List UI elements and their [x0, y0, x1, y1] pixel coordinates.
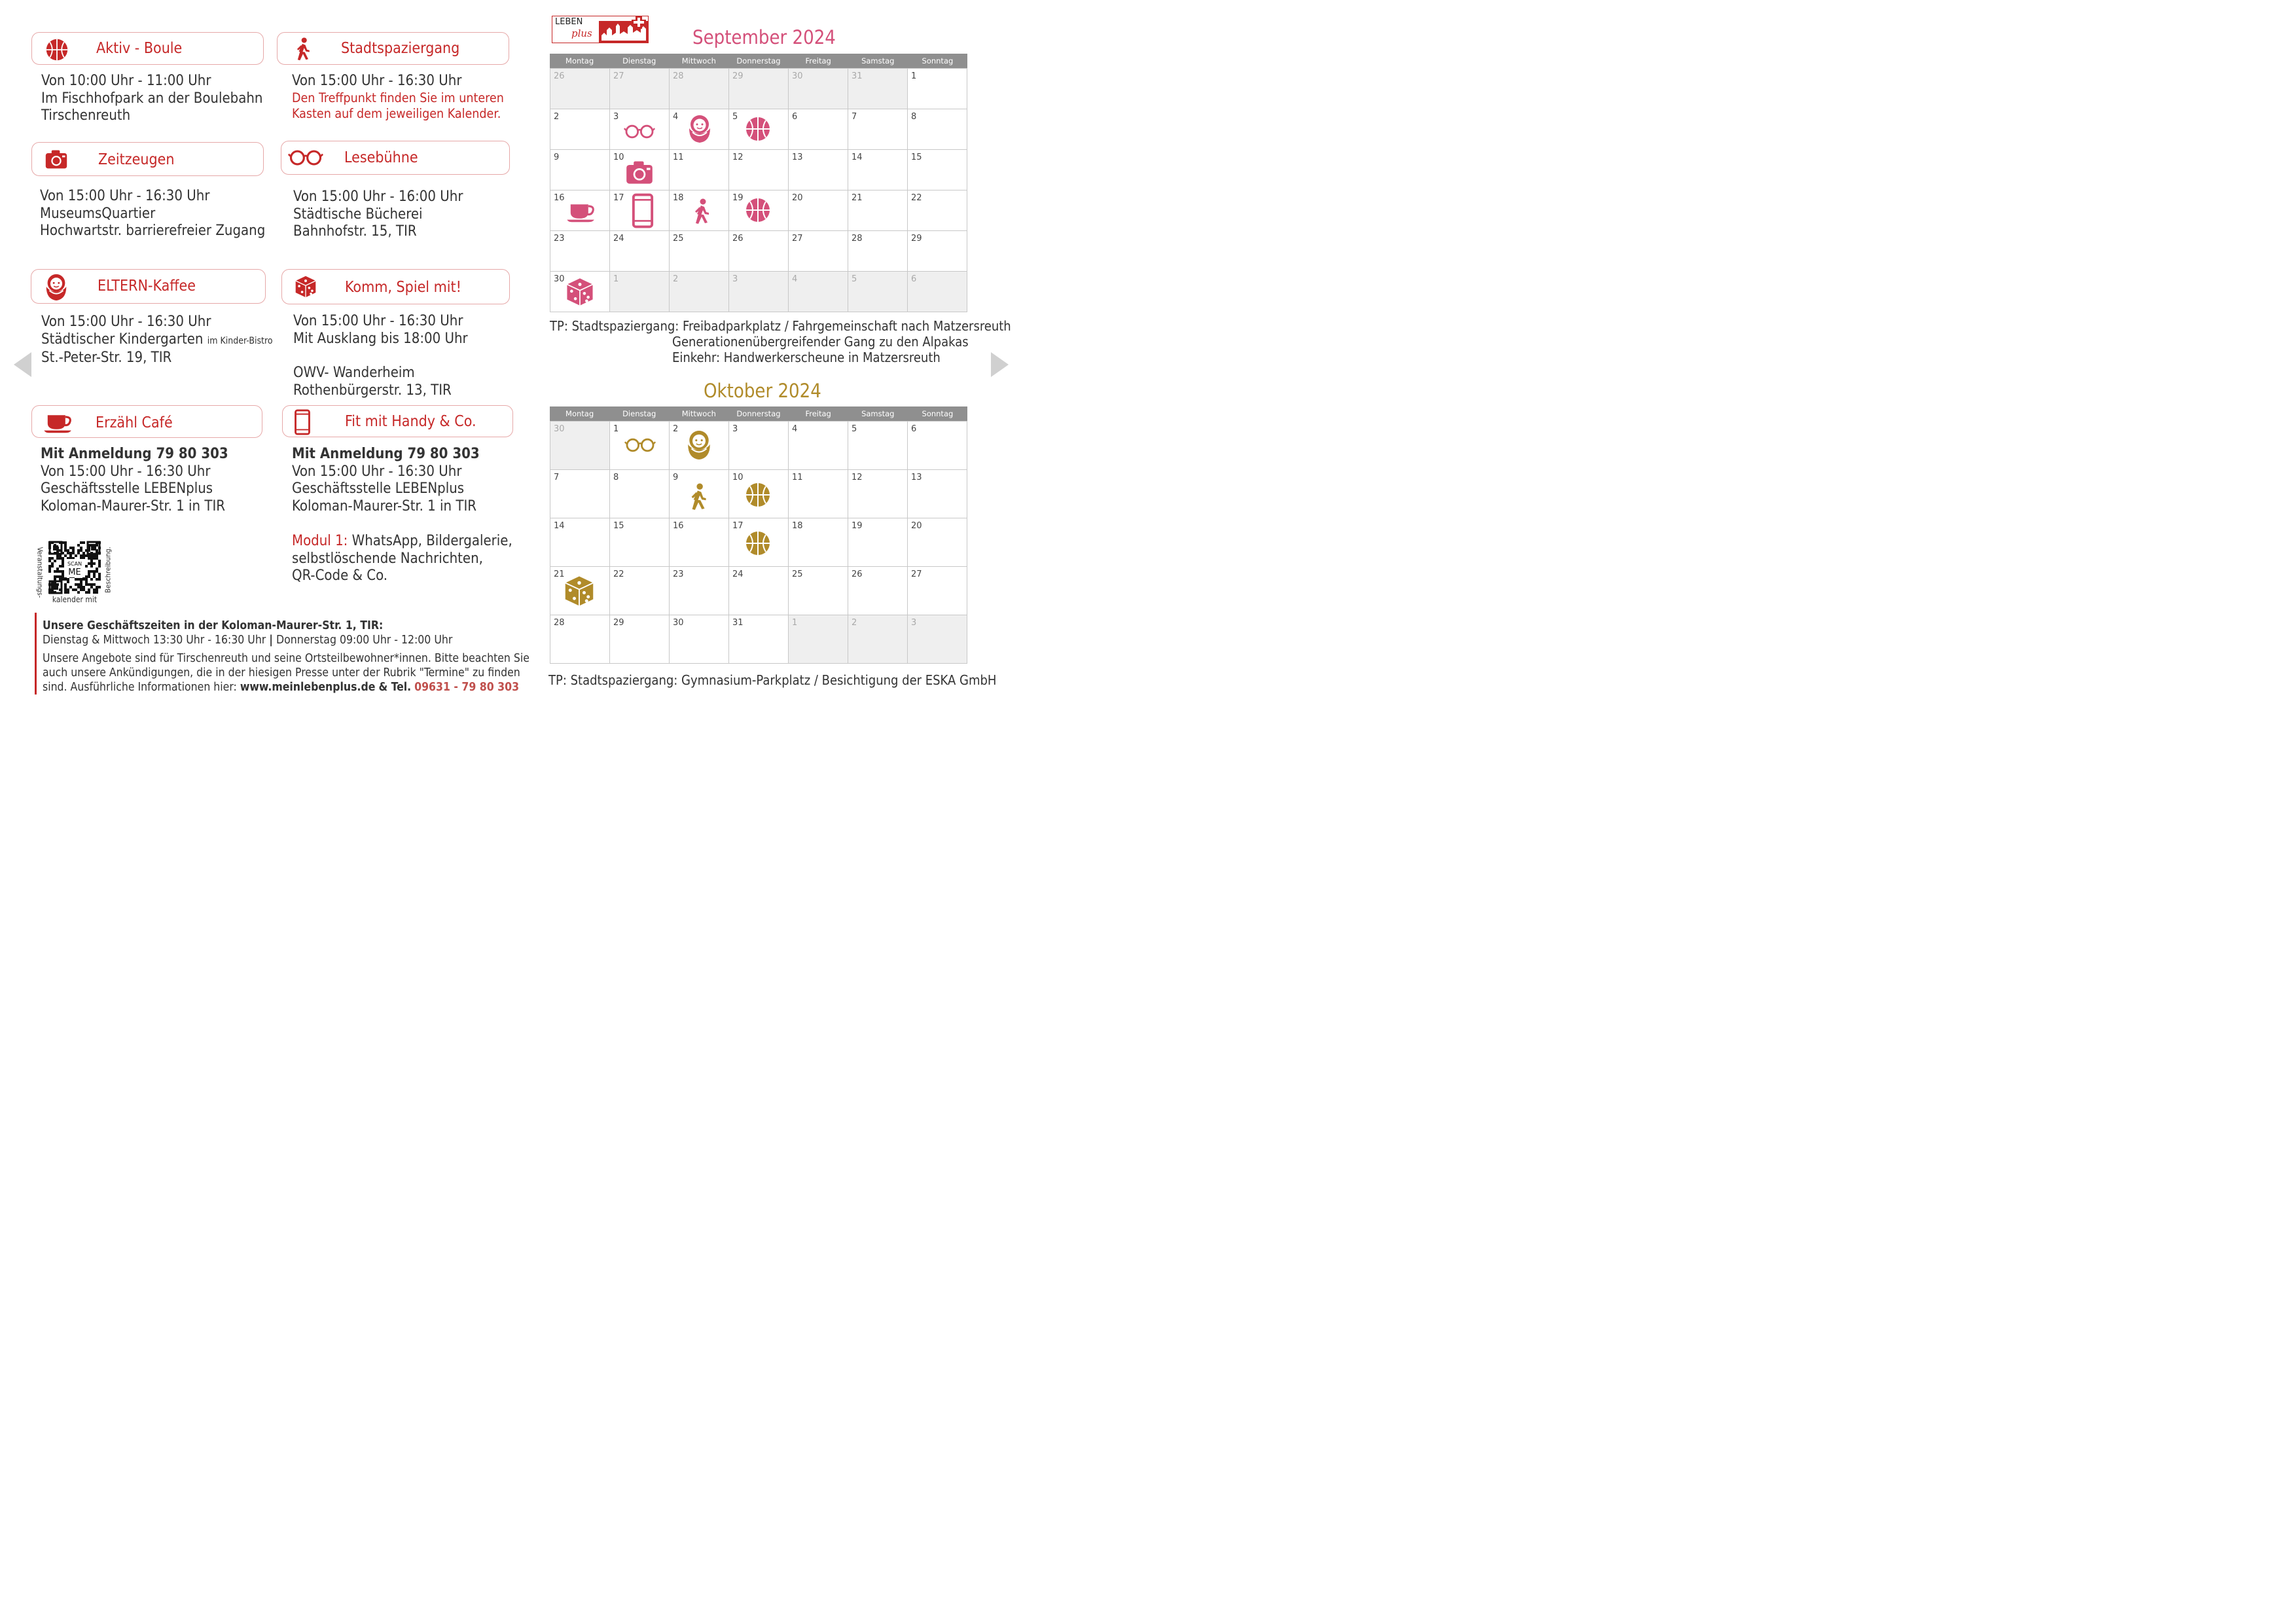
- weekday-label: Samstag: [861, 56, 895, 65]
- tp-label: TP:: [550, 318, 568, 334]
- calendar-day-cell[interactable]: [908, 615, 967, 664]
- day-number: 2: [554, 112, 560, 122]
- calendar-day-cell[interactable]: [550, 567, 610, 615]
- activity-card-fit-mit-handy: [282, 405, 513, 437]
- activity-title: Komm, Spiel mit!: [345, 279, 461, 296]
- footer-text: Unsere Angebote sind für Tirschenreuth und seine Ortsteilbewohner*innen. Bitte beachten Sie: [43, 652, 529, 665]
- day-number: 16: [554, 193, 565, 203]
- day-number: 23: [554, 234, 565, 244]
- day-number: 16: [673, 521, 684, 531]
- calendar-day-cell[interactable]: [729, 231, 789, 272]
- activity-time: Von 15:00 Uhr - 16:00 Uhr: [293, 189, 463, 205]
- registration-note: Mit Anmeldung 79 80 303: [41, 446, 228, 462]
- activity-location-detail: im Kinder-Bistro: [207, 335, 273, 346]
- activity-card-lesebuehne: [281, 141, 510, 175]
- activity-details-boule: [41, 73, 262, 125]
- activity-time: Von 15:00 Uhr - 16:30 Uhr: [41, 314, 211, 330]
- activity-time-note: Mit Ausklang bis 18:00 Uhr: [293, 330, 468, 347]
- activity-details-komm-spiel-mit: [293, 313, 468, 399]
- day-number: 8: [613, 473, 619, 482]
- baby-icon: [43, 273, 69, 302]
- module-label: Modul 1:: [292, 533, 348, 549]
- day-number: 28: [554, 618, 565, 628]
- activity-details-zeitzeugen: [40, 188, 265, 240]
- day-number: 26: [852, 569, 863, 579]
- activity-title: ELTERN-Kaffee: [98, 278, 196, 295]
- calendar-day-cell[interactable]: [908, 567, 967, 615]
- calendar-day-cell[interactable]: [848, 422, 908, 470]
- activity-address: Hochwartstr. barrierefreier Zugang: [40, 223, 266, 239]
- day-number: 15: [613, 521, 624, 531]
- calendar-day-cell[interactable]: [729, 69, 789, 109]
- activity-card-zeitzeugen: [31, 142, 264, 176]
- hours-tue-wed: Dienstag & Mittwoch 13:30 Uhr - 16:30 Uhr: [43, 634, 266, 647]
- calendar-day-cell[interactable]: [670, 150, 729, 190]
- day-number: 7: [554, 473, 560, 482]
- day-number: 29: [732, 71, 744, 81]
- qr-code-block: [34, 541, 117, 606]
- calendar-day-cell[interactable]: [789, 470, 848, 518]
- calendar-day-cell[interactable]: [789, 422, 848, 470]
- calendar-day-cell[interactable]: [789, 190, 848, 231]
- calendar-day-cell[interactable]: [789, 272, 848, 312]
- calendar-day-cell[interactable]: [848, 231, 908, 272]
- calendar-day-cell[interactable]: [610, 615, 670, 664]
- activity-card-eltern-kaffee: [31, 269, 266, 304]
- activity-location-name: Städtischer Kindergarten: [41, 331, 204, 348]
- calendar-day-cell[interactable]: [670, 272, 729, 312]
- day-number: 21: [554, 569, 565, 579]
- qr-scan-text: SCAN: [67, 561, 82, 567]
- qr-right-text: Beschreibung.: [103, 547, 113, 593]
- day-number: 4: [792, 424, 798, 434]
- day-number: 1: [792, 618, 798, 628]
- qr-me-text: ME: [68, 568, 81, 577]
- day-number: 13: [792, 153, 803, 162]
- calendar-day-cell[interactable]: [610, 231, 670, 272]
- smartphone-icon: [293, 409, 312, 435]
- calendar-day-cell[interactable]: [789, 567, 848, 615]
- website-link[interactable]: www.meinlebenplus.de: [240, 681, 376, 694]
- calendar-day-cell[interactable]: [550, 272, 610, 312]
- activity-card-erzaehl-cafe: [31, 405, 262, 438]
- weekday-label: Mittwoch: [681, 409, 716, 418]
- day-number: 25: [792, 569, 803, 579]
- weekday-label: Mittwoch: [681, 56, 716, 65]
- day-number: 28: [673, 71, 684, 81]
- day-number: 31: [852, 71, 863, 81]
- calendar-day-cell[interactable]: [848, 615, 908, 664]
- day-number: 14: [852, 153, 863, 162]
- calendar-day-cell[interactable]: [610, 567, 670, 615]
- calendar-day-cell[interactable]: [610, 470, 670, 518]
- calendar-day-cell[interactable]: [729, 272, 789, 312]
- calendar-day-cell[interactable]: [908, 231, 967, 272]
- weekday-label: Dienstag: [622, 409, 656, 418]
- module-line: WhatsApp, Bildergalerie,: [351, 533, 512, 549]
- activity-location: OWV- Wanderheim: [293, 365, 415, 381]
- day-number: 7: [852, 112, 857, 122]
- registration-note: Mit Anmeldung 79 80 303: [292, 446, 480, 462]
- calendar-day-cell[interactable]: [550, 231, 610, 272]
- day-number: 6: [911, 274, 917, 284]
- day-number: 20: [792, 193, 803, 203]
- module-description: [292, 533, 512, 550]
- tp-label: Einkehr:: [672, 350, 721, 365]
- tp-text: Generationenübergreifender Gang zu den Alpakas: [672, 334, 969, 350]
- phone-number[interactable]: 09631 - 79 80 303: [414, 681, 520, 694]
- day-number: 10: [613, 153, 624, 162]
- weekday-label: Freitag: [805, 409, 831, 418]
- calendar-day-cell[interactable]: [729, 150, 789, 190]
- day-number: 1: [613, 274, 619, 284]
- activity-location: Geschäftsstelle LEBENplus: [41, 480, 213, 497]
- day-number: 27: [792, 234, 803, 244]
- activity-time: Von 15:00 Uhr - 16:30 Uhr: [292, 73, 462, 89]
- day-number: 29: [911, 234, 922, 244]
- calendar-day-cell[interactable]: [848, 470, 908, 518]
- activity-card-boule: [31, 32, 264, 65]
- day-number: 11: [792, 473, 803, 482]
- activity-card-komm-spiel-mit: [281, 269, 510, 304]
- day-number: 22: [613, 569, 624, 579]
- day-number: 9: [554, 153, 560, 162]
- calendar-day-cell[interactable]: [908, 109, 967, 150]
- activity-details-stadtspaziergang: [292, 73, 504, 122]
- calendar-day-cell[interactable]: [789, 615, 848, 664]
- separator: |: [269, 634, 274, 647]
- calendar-day-cell[interactable]: [610, 150, 670, 190]
- day-number: 20: [911, 521, 922, 531]
- day-number: 15: [911, 153, 922, 162]
- activity-time: Von 15:00 Uhr - 16:30 Uhr: [41, 463, 211, 480]
- weekday-label: Montag: [565, 56, 594, 65]
- activity-title: Lesebühne: [344, 149, 418, 166]
- september-grid: [550, 68, 967, 312]
- activity-address: Koloman-Maurer-Str. 1 in TIR: [292, 497, 477, 514]
- day-number: 1: [613, 424, 619, 434]
- activity-time: Von 15:00 Uhr - 16:30 Uhr: [293, 313, 463, 329]
- calendar-day-cell[interactable]: [610, 190, 670, 231]
- calendar-day-cell[interactable]: [908, 190, 967, 231]
- weekday-label: Samstag: [861, 409, 895, 418]
- calendar-day-cell[interactable]: [670, 190, 729, 231]
- day-number: 22: [911, 193, 922, 203]
- calendar-day-cell[interactable]: [908, 470, 967, 518]
- footer-text: sind. Ausführliche Informationen hier:: [43, 681, 237, 694]
- day-number: 12: [852, 473, 863, 482]
- weekday-label: Donnerstag: [736, 409, 781, 418]
- calendar-day-cell[interactable]: [610, 518, 670, 567]
- calendar-day-cell[interactable]: [789, 150, 848, 190]
- day-number: 3: [613, 112, 619, 122]
- day-number: 2: [673, 424, 679, 434]
- weekday-header: [550, 406, 967, 421]
- calendar-day-cell[interactable]: [729, 470, 789, 518]
- footer-hours: [43, 633, 529, 647]
- calendar-day-cell[interactable]: [789, 69, 848, 109]
- day-number: 3: [732, 424, 738, 434]
- weekday-label: Montag: [565, 409, 594, 418]
- activity-details-erzaehl-cafe: [41, 446, 228, 515]
- calendar-day-cell[interactable]: [848, 272, 908, 312]
- weekday-label: Dienstag: [622, 56, 656, 65]
- day-number: 25: [673, 234, 684, 244]
- logo-text-leben: LEBEN: [555, 17, 583, 27]
- day-number: 9: [673, 473, 679, 482]
- calendar-day-cell[interactable]: [670, 422, 729, 470]
- calendar-day-cell[interactable]: [550, 518, 610, 567]
- calendar-day-cell[interactable]: [670, 109, 729, 150]
- day-number: 1: [911, 71, 917, 81]
- footer-heading: Unsere Geschäftszeiten in der Koloman-Maurer-Str. 1, TIR:: [43, 619, 384, 632]
- calendar-day-cell[interactable]: [729, 518, 789, 567]
- activity-title: Fit mit Handy & Co.: [345, 413, 476, 430]
- calendar-day-cell[interactable]: [670, 518, 729, 567]
- day-number: 18: [673, 193, 684, 203]
- day-number: 18: [792, 521, 803, 531]
- previous-page-arrow[interactable]: [14, 352, 31, 377]
- calendar-day-cell[interactable]: [729, 109, 789, 150]
- calendar-day-cell[interactable]: [908, 272, 967, 312]
- activity-card-stadtspaziergang: [277, 32, 509, 65]
- module-line: QR-Code & Co.: [292, 568, 388, 584]
- calendar-day-cell[interactable]: [550, 470, 610, 518]
- dice-icon: [293, 275, 319, 298]
- day-number: 30: [554, 424, 565, 434]
- day-number: 30: [554, 274, 565, 284]
- tp-text: Handwerkerscheune in Matzersreuth: [723, 350, 941, 365]
- calendar-day-cell[interactable]: [908, 150, 967, 190]
- camera-icon: [43, 147, 69, 171]
- activity-address: Bahnhofstr. 15, TIR: [293, 223, 417, 240]
- oktober-meeting-point: [548, 672, 996, 688]
- day-number: 4: [792, 274, 798, 284]
- hours-thu: Donnerstag 09:00 Uhr - 12:00 Uhr: [276, 634, 453, 647]
- activity-note: Den Treffpunkt finden Sie im unteren: [292, 90, 504, 105]
- activity-location: Geschäftsstelle LEBENplus: [292, 480, 465, 497]
- september-calendar: [550, 54, 967, 312]
- day-number: 5: [852, 274, 857, 284]
- calendar-day-cell[interactable]: [848, 150, 908, 190]
- day-number: 23: [673, 569, 684, 579]
- day-number: 19: [732, 193, 744, 203]
- activity-title: Zeitzeugen: [98, 151, 175, 168]
- day-number: 27: [613, 71, 624, 81]
- calendar-day-cell[interactable]: [550, 109, 610, 150]
- tp-text: Stadtspaziergang: Freibadparkplatz / Fahrgemeinschaft nach Matzersreuth: [571, 318, 1011, 334]
- calendar-day-cell[interactable]: [789, 518, 848, 567]
- calendar-day-cell[interactable]: [729, 422, 789, 470]
- calendar-day-cell[interactable]: [550, 69, 610, 109]
- calendar-day-cell[interactable]: [670, 470, 729, 518]
- weekday-label: Sonntag: [922, 409, 954, 418]
- calendar-day-cell[interactable]: [729, 567, 789, 615]
- day-number: 14: [554, 521, 565, 531]
- day-number: 12: [732, 153, 744, 162]
- day-number: 17: [613, 193, 624, 203]
- calendar-day-cell[interactable]: [908, 422, 967, 470]
- activity-note: Kasten auf dem jeweiligen Kalender.: [292, 105, 501, 121]
- activity-location: Im Fischhofpark an der Boulebahn: [41, 90, 263, 107]
- day-number: 6: [792, 112, 798, 122]
- day-number: 6: [911, 424, 917, 434]
- qr-left-text: Veranstaltungs-: [35, 547, 45, 598]
- calendar-day-cell[interactable]: [670, 567, 729, 615]
- day-number: 4: [673, 112, 679, 122]
- calendar-day-cell[interactable]: [550, 150, 610, 190]
- activity-time: Von 15:00 Uhr - 16:30 Uhr: [40, 188, 210, 204]
- oktober-calendar: [550, 406, 967, 664]
- calendar-day-cell[interactable]: [610, 422, 670, 470]
- weekday-label: Sonntag: [922, 56, 954, 65]
- day-number: 5: [732, 112, 738, 122]
- calendar-day-cell[interactable]: [610, 69, 670, 109]
- qr-bottom-text: kalender mit: [52, 595, 98, 604]
- calendar-day-cell[interactable]: [670, 231, 729, 272]
- calendar-day-cell[interactable]: [550, 190, 610, 231]
- calendar-day-cell[interactable]: [848, 109, 908, 150]
- footer-contact-line: [43, 680, 529, 695]
- activity-address: St.-Peter-Str. 19, TIR: [41, 350, 172, 366]
- activity-location: [41, 331, 273, 350]
- day-number: 30: [673, 618, 684, 628]
- day-number: 13: [911, 473, 922, 482]
- day-number: 17: [732, 521, 744, 531]
- calendar-day-cell[interactable]: [670, 69, 729, 109]
- day-number: 3: [911, 618, 917, 628]
- footer-bar: [35, 613, 37, 695]
- activity-details-lesebuehne: [293, 189, 463, 241]
- day-number: 8: [911, 112, 917, 122]
- day-number: 2: [673, 274, 679, 284]
- day-number: 19: [852, 521, 863, 531]
- activity-title: Aktiv - Boule: [96, 40, 183, 57]
- calendar-day-cell[interactable]: [848, 190, 908, 231]
- activity-title: Erzähl Café: [96, 414, 173, 431]
- day-number: 28: [852, 234, 863, 244]
- day-number: 24: [613, 234, 624, 244]
- day-number: 27: [911, 569, 922, 579]
- activity-details-fit-mit-handy: [292, 446, 512, 585]
- activity-city: Tirschenreuth: [41, 107, 131, 124]
- footer-text: auch unsere Ankündigungen, die in der hiesigen Presse unter der Rubrik "Termine" zu finden: [43, 666, 520, 679]
- day-number: 26: [732, 234, 744, 244]
- calendar-day-cell[interactable]: [789, 231, 848, 272]
- day-number: 24: [732, 569, 744, 579]
- coffee-cup-icon: [43, 410, 74, 434]
- calendar-day-cell[interactable]: [550, 422, 610, 470]
- calendar-day-cell[interactable]: [848, 69, 908, 109]
- tp-text: Stadtspaziergang: Gymnasium-Parkplatz / Besichtigung der ESKA GmbH: [570, 672, 997, 688]
- calendar-day-cell[interactable]: [610, 272, 670, 312]
- tel-label: & Tel.: [378, 681, 412, 694]
- activity-title: Stadtspaziergang: [341, 40, 460, 57]
- activity-details-eltern-kaffee: [41, 314, 273, 367]
- day-number: 3: [732, 274, 738, 284]
- day-number: 29: [613, 618, 624, 628]
- calendar-day-cell[interactable]: [848, 518, 908, 567]
- walking-person-icon: [289, 37, 315, 61]
- logo-text-plus: plus: [571, 27, 592, 39]
- basketball-icon: [44, 38, 70, 62]
- calendar-day-cell[interactable]: [848, 567, 908, 615]
- weekday-label: Freitag: [805, 56, 831, 65]
- day-number: 31: [732, 618, 744, 628]
- tp-label: TP:: [548, 672, 567, 688]
- calendar-day-cell[interactable]: [729, 190, 789, 231]
- day-number: 2: [852, 618, 857, 628]
- calendar-day-cell[interactable]: [908, 518, 967, 567]
- glasses-icon: [288, 146, 323, 170]
- day-number: 11: [673, 153, 684, 162]
- activity-time: Von 15:00 Uhr - 16:30 Uhr: [292, 463, 462, 480]
- calendar-day-cell[interactable]: [670, 615, 729, 664]
- oktober-title: Oktober 2024: [704, 380, 821, 402]
- footer-info: [43, 619, 529, 695]
- lebenplus-logo: [552, 16, 649, 43]
- calendar-day-cell[interactable]: [729, 615, 789, 664]
- day-number: 30: [792, 71, 803, 81]
- day-number: 21: [852, 193, 863, 203]
- activity-location: Städtische Bücherei: [293, 206, 423, 223]
- weekday-header: [550, 54, 967, 68]
- september-meeting-point: [550, 318, 1011, 365]
- qr-code[interactable]: [48, 541, 101, 594]
- weekday-label: Donnerstag: [736, 56, 781, 65]
- oktober-grid: [550, 421, 967, 664]
- day-number: 5: [852, 424, 857, 434]
- september-title: September 2024: [692, 26, 836, 48]
- day-number: 26: [554, 71, 565, 81]
- activity-time: Von 10:00 Uhr - 11:00 Uhr: [41, 73, 211, 89]
- calendar-day-cell[interactable]: [789, 109, 848, 150]
- day-number: 10: [732, 473, 744, 482]
- module-line: selbstlöschende Nachrichten,: [292, 550, 483, 567]
- activity-location: MuseumsQuartier: [40, 205, 156, 222]
- activity-address: Koloman-Maurer-Str. 1 in TIR: [41, 497, 226, 514]
- activity-address: Rothenbürgerstr. 13, TIR: [293, 382, 452, 399]
- calendar-day-cell[interactable]: [550, 615, 610, 664]
- calendar-day-cell[interactable]: [908, 69, 967, 109]
- calendar-day-cell[interactable]: [610, 109, 670, 150]
